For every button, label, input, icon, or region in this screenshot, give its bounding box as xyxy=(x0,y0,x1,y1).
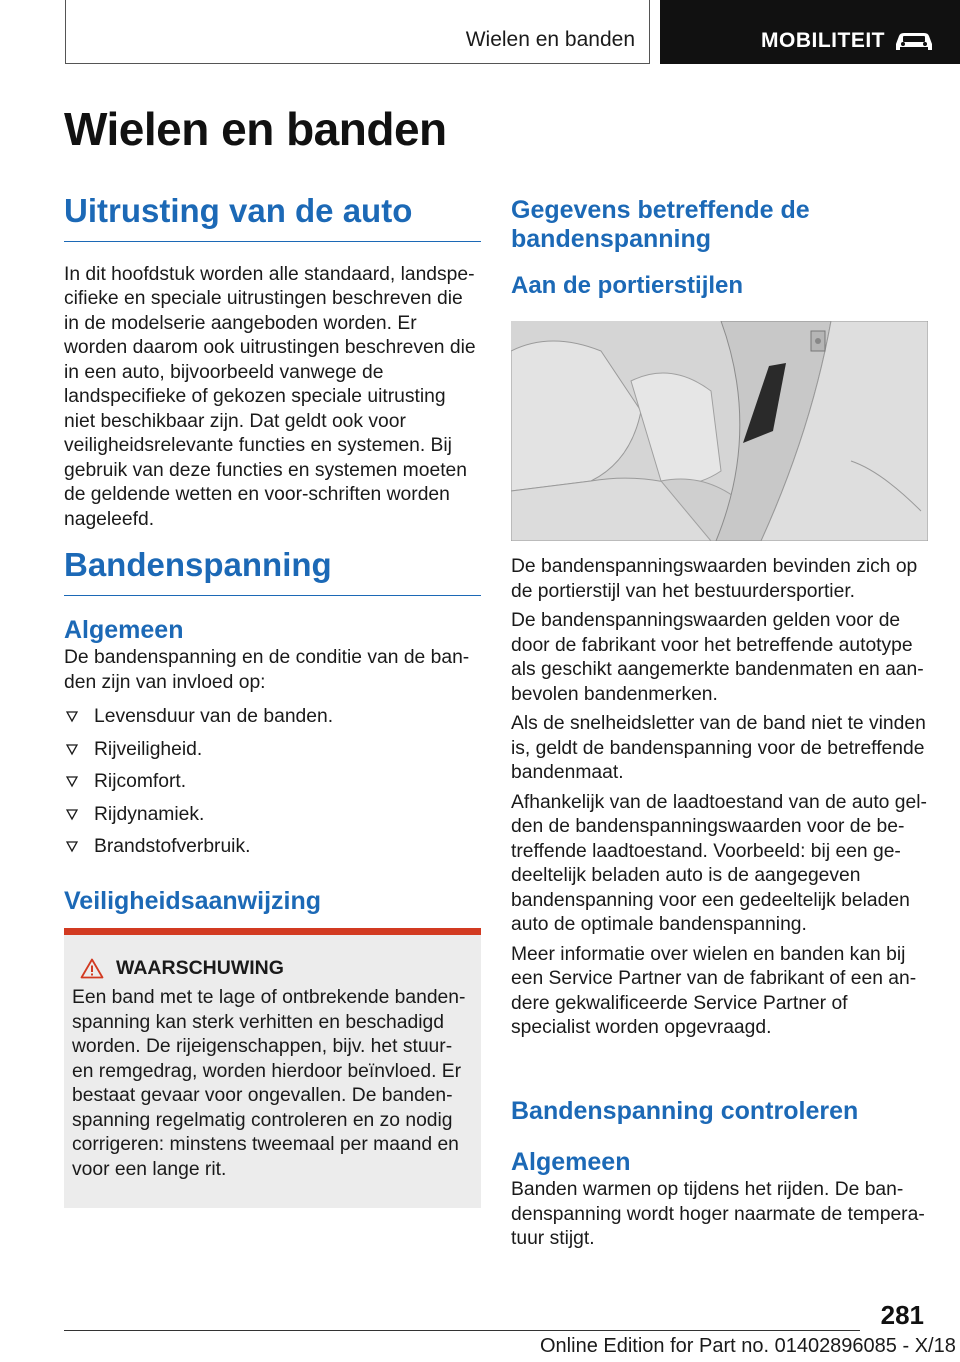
list-item-label: Brandstofverbruik. xyxy=(94,836,251,857)
list-item xyxy=(64,835,481,859)
general-section xyxy=(64,615,481,868)
list-item-label: Rijcomfort. xyxy=(94,771,187,792)
list-item-label: Rijdynamiek. xyxy=(94,803,205,825)
bullet-triangle-icon xyxy=(66,776,78,788)
pressure-heading: Bandenspanning xyxy=(64,546,332,583)
check-general-heading: Algemeen xyxy=(511,1148,631,1176)
data-section xyxy=(511,196,928,300)
car-icon xyxy=(892,28,936,54)
chapter-label: MOBILITEIT xyxy=(761,29,885,52)
pillar-paragraph: Als de snelheidsletter van de band niet te vinden is, geldt de bandenspanning voor de betreffende bandenmaat. xyxy=(511,713,926,783)
pillar-paragraph: Afhankelijk van de laadtoestand van de auto gel-den de bandenspanningswaarden voor de be-treffende laadtoestand. Voorbeeld: bij een ge-deeltelijk beladen auto is de aangegeven bandenspanning voor een gedeeltelijk beladen auto de optimale bandenspanning. xyxy=(511,791,927,935)
header-left-rule xyxy=(65,0,66,64)
door-pillar-photo xyxy=(511,321,928,541)
pressure-section xyxy=(64,548,481,596)
general-heading: Algemeen xyxy=(64,616,184,644)
equipment-text: In dit hoofdstuk worden alle standaard, landspe-cifieke en speciale uitrustingen beschreven die in de modelserie aangeboden worden. Er worden daarom ook uitrustingen beschreven die in een auto, bijvoorbeeld vanwege de landspecifieke of gekozen speciale uitrusting niet beschikbaar zijn. Dat geldt ook voor veiligheidsrelevante functies en systemen. Bij gebruik van deze functies en systemen moeten de geldende wetten en voor-schriften worden nageleefd. xyxy=(64,263,476,530)
warning-title-row xyxy=(80,957,473,980)
list-item xyxy=(64,770,481,794)
pressure-heading-rule xyxy=(64,595,481,596)
footer-edition: Online Edition for Part no. 01402896085 - X/18 xyxy=(540,1335,956,1357)
equipment-heading-rule xyxy=(64,241,481,242)
list-item xyxy=(64,738,481,762)
header-bottom-rule xyxy=(65,63,650,64)
check-heading: Bandenspanning controleren xyxy=(511,1097,859,1125)
warning-title: WAARSCHUWING xyxy=(116,957,284,979)
header-divider xyxy=(649,0,650,64)
list-item xyxy=(64,705,481,729)
pillar-paragraph: De bandenspanningswaarden bevinden zich op de portierstijl van het bestuurdersportier. xyxy=(511,556,918,602)
equipment-section xyxy=(64,194,481,532)
header-chapter-tab xyxy=(660,0,960,64)
footer-rule xyxy=(64,1330,860,1331)
check-text: Banden warmen op tijdens het rijden. De ban-denspanning wordt hoger naarmate de tempera-tuur stijgt. xyxy=(511,1179,925,1249)
safety-heading: Veiligheidsaanwijzing xyxy=(64,887,322,915)
data-paragraphs xyxy=(511,555,928,1041)
bullet-triangle-icon xyxy=(66,711,78,723)
warning-box xyxy=(64,928,481,1208)
pillar-heading: Aan de portierstijlen xyxy=(511,272,744,299)
bullet-triangle-icon xyxy=(66,841,78,853)
page-number: 281 xyxy=(880,1300,924,1330)
pillar-paragraph: Meer informatie over wielen en banden kan bij een Service Partner van de fabrikant of een an-dere gekwalificeerde Service Partner of specialist worden opgevraagd. xyxy=(511,943,917,1038)
list-item xyxy=(64,803,481,827)
warning-text: Een band met te lage of ontbrekende banden-spanning kan sterk verhitten en beschadigd worden. De rijeigenschappen, bijv. het stuur-en remgedrag, worden hierdoor beïnvloed. Er bestaat gevaar voor ongevallen. De banden-spanning regelmatig controleren en zo nodig corrigeren: minstens tweemaal per maand en voor een lange rit. xyxy=(72,987,466,1180)
list-item-label: Levensduur van de banden. xyxy=(94,706,334,727)
check-section xyxy=(511,1096,928,1252)
warning-triangle-icon xyxy=(80,958,104,979)
equipment-heading: Uitrusting van de auto xyxy=(64,192,413,229)
pillar-paragraph: De bandenspanningswaarden gelden voor de door de fabrikant voor het betreffende autotype als geschikt aangemerkte bandenmaten en aan-bevolen bandenmerken. xyxy=(511,610,924,705)
header-section-title: Wielen en banden xyxy=(465,28,635,51)
bullet-triangle-icon xyxy=(66,744,78,756)
safety-section xyxy=(64,886,481,916)
general-text: De bandenspanning en de conditie van de ban-den zijn van invloed op: xyxy=(64,647,470,693)
data-heading: Gegevens betreffende de bandenspanning xyxy=(511,196,810,253)
page-title: Wielen en banden xyxy=(64,103,447,155)
list-item-label: Rijveiligheid. xyxy=(94,738,203,760)
bullet-triangle-icon xyxy=(66,809,78,821)
bullet-list xyxy=(64,705,481,859)
